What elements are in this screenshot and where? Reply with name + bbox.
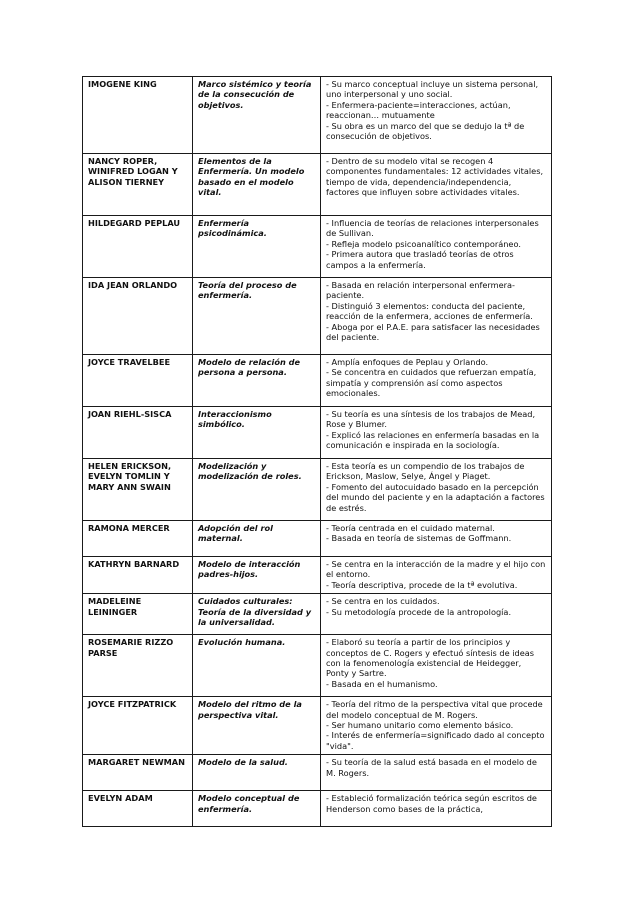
theory-description (321, 216, 552, 278)
theory-model: Modelo conceptual de enfermería. (193, 791, 321, 827)
theory-model: Elementos de la Enfermería. Un modelo basado en el modelo vital. (193, 154, 321, 216)
theory-description (321, 459, 552, 521)
theory-description (321, 697, 552, 755)
theory-model: Modelo de relación de persona a persona. (193, 355, 321, 407)
description-line: - Amplía enfoques de Peplau y Orlando. (326, 357, 489, 367)
description-line: - Dentro de su modelo vital se recogen 4 componentes fundamentales: 12 actividades vitales, tiempo de vida, dependencia/independencia, factores que influyen sobre actividades vitales. (326, 156, 544, 198)
description-line: - Interés de enfermería=significado dado al concepto "vida". (326, 730, 545, 751)
table-row (83, 154, 552, 216)
description-line: - Se centra en la interacción de la madre y el hijo con el entorno. (326, 559, 546, 580)
table-row (83, 77, 552, 154)
description-line: - Refleja modelo psicoanalítico contemporáneo. (326, 238, 521, 249)
description-line: - Teoría del ritmo de la perspectiva vital que procede del modelo conceptual de M. Rogers. (326, 699, 543, 720)
description-line: - Aboga por el P.A.E. para satisfacer las necesidades del paciente. (326, 321, 540, 343)
table-row (83, 278, 552, 355)
theory-model: Marco sistémico y teoría de la consecución de objetivos. (193, 77, 321, 154)
table-row (83, 635, 552, 697)
theorist-name: IMOGENE KING (83, 77, 193, 154)
theory-description (321, 791, 552, 827)
theorist-name: JOAN RIEHL-SISCA (83, 407, 193, 459)
theory-description (321, 557, 552, 594)
description-line: - Basada en relación interpersonal enfermera-paciente. (326, 280, 515, 301)
table-row (83, 521, 552, 557)
description-line: - Su teoría es una síntesis de los trabajos de Mead, Rose y Blumer. (326, 409, 536, 430)
theory-model: Evolución humana. (193, 635, 321, 697)
table-row (83, 216, 552, 278)
theory-description (321, 278, 552, 355)
description-line: - Su teoría de la salud está basada en el modelo de M. Rogers. (326, 757, 537, 778)
theory-model: Modelo del ritmo de la perspectiva vital. (193, 697, 321, 755)
theorist-name: HELEN ERICKSON, EVELYN TOMLIN Y MARY ANN SWAIN (83, 459, 193, 521)
theorist-name: KATHRYN BARNARD (83, 557, 193, 594)
description-line: - Teoría descriptiva, procede de la tª evolutiva. (326, 579, 518, 590)
theory-model: Enfermería psicodinámica. (193, 216, 321, 278)
description-line: - Enfermera-paciente=interacciones, actúan, reaccionan… mutuamente (326, 99, 511, 121)
description-line: - Elaboró su teoría a partir de los principios y conceptos de C. Rogers y efectuó síntesis de ideas con la fenomenología existencial de Heidegger, Ponty y Sartre. (326, 637, 535, 679)
table-row (83, 697, 552, 755)
theory-model: Modelización y modelización de roles. (193, 459, 321, 521)
table-row (83, 557, 552, 594)
theorist-name: MARGARET NEWMAN (83, 755, 193, 791)
table-row (83, 755, 552, 791)
theory-description (321, 755, 552, 791)
description-line: - Su metodología procede de la antropología. (326, 606, 512, 617)
theorist-name: JOYCE FITZPATRICK (83, 697, 193, 755)
table-row (83, 459, 552, 521)
description-line: - Ser humano unitario como elemento básico. (326, 720, 514, 731)
theory-description (321, 355, 552, 407)
theory-description (321, 594, 552, 635)
theorists-table-body (83, 77, 552, 827)
theory-model: Modelo de interacción padres-hijos. (193, 557, 321, 594)
theorists-table (82, 76, 552, 827)
theorist-name: NANCY ROPER, WINIFRED LOGAN Y ALISON TIERNEY (83, 154, 193, 216)
theory-description (321, 154, 552, 216)
theorist-name: RAMONA MERCER (83, 521, 193, 557)
description-line: - Teoría centrada en el cuidado maternal. (326, 523, 495, 533)
theorist-name: MADELEINE LEININGER (83, 594, 193, 635)
theorist-name: EVELYN ADAM (83, 791, 193, 827)
theory-model: Adopción del rol maternal. (193, 521, 321, 557)
description-line: - Se centra en los cuidados. (326, 596, 440, 607)
theory-model: Cuidados culturales: Teoría de la diversidad y la universalidad. (193, 594, 321, 635)
description-line: - Basada en teoría de sistemas de Goffmann. (326, 533, 512, 544)
description-line: - Estableció formalización teórica según escritos de Henderson como bases de la práctica, (326, 793, 537, 814)
table-row (83, 594, 552, 635)
description-line: - Fomento del autocuidado basado en la percepción del mundo del paciente y en la adaptación a factores de estrés. (326, 481, 545, 513)
description-line: - Basada en el humanismo. (326, 678, 438, 689)
description-line: - Influencia de teorías de relaciones interpersonales de Sullivan. (326, 218, 539, 239)
description-line: - Su marco conceptual incluye un sistema personal, uno interpersonal y uno social. (326, 79, 539, 100)
theorist-name: IDA JEAN ORLANDO (83, 278, 193, 355)
theory-description (321, 635, 552, 697)
description-line: - Primera autora que trasladó teorías de otros campos a la enfermería. (326, 249, 514, 270)
description-line: - Distinguió 3 elementos: conducta del paciente, reacción de la enfermera, acciones de enfermería. (326, 300, 533, 322)
theory-model: Modelo de la salud. (193, 755, 321, 791)
description-line: - Se concentra en cuidados que refuerzan empatía, simpatía y comprensión así como aspectos emocionales. (326, 367, 537, 399)
theory-model: Interaccionismo simbólico. (193, 407, 321, 459)
theory-description (321, 77, 552, 154)
description-line: - Esta teoría es un compendio de los trabajos de Erickson, Maslow, Selye, Ángel y Piaget. (326, 461, 525, 482)
theory-description (321, 521, 552, 557)
description-line: - Su obra es un marco del que se dedujo la tª de consecución de objetivos. (326, 120, 525, 142)
table-row (83, 791, 552, 827)
theorist-name: ROSEMARIE RIZZO PARSE (83, 635, 193, 697)
table-row (83, 355, 552, 407)
theory-description (321, 407, 552, 459)
description-line: - Explicó las relaciones en enfermería basadas en la comunicación e inspirada en la sociología. (326, 429, 540, 451)
theorist-name: JOYCE TRAVELBEE (83, 355, 193, 407)
theorist-name: HILDEGARD PEPLAU (83, 216, 193, 278)
theory-model: Teoría del proceso de enfermería. (193, 278, 321, 355)
table-row (83, 407, 552, 459)
